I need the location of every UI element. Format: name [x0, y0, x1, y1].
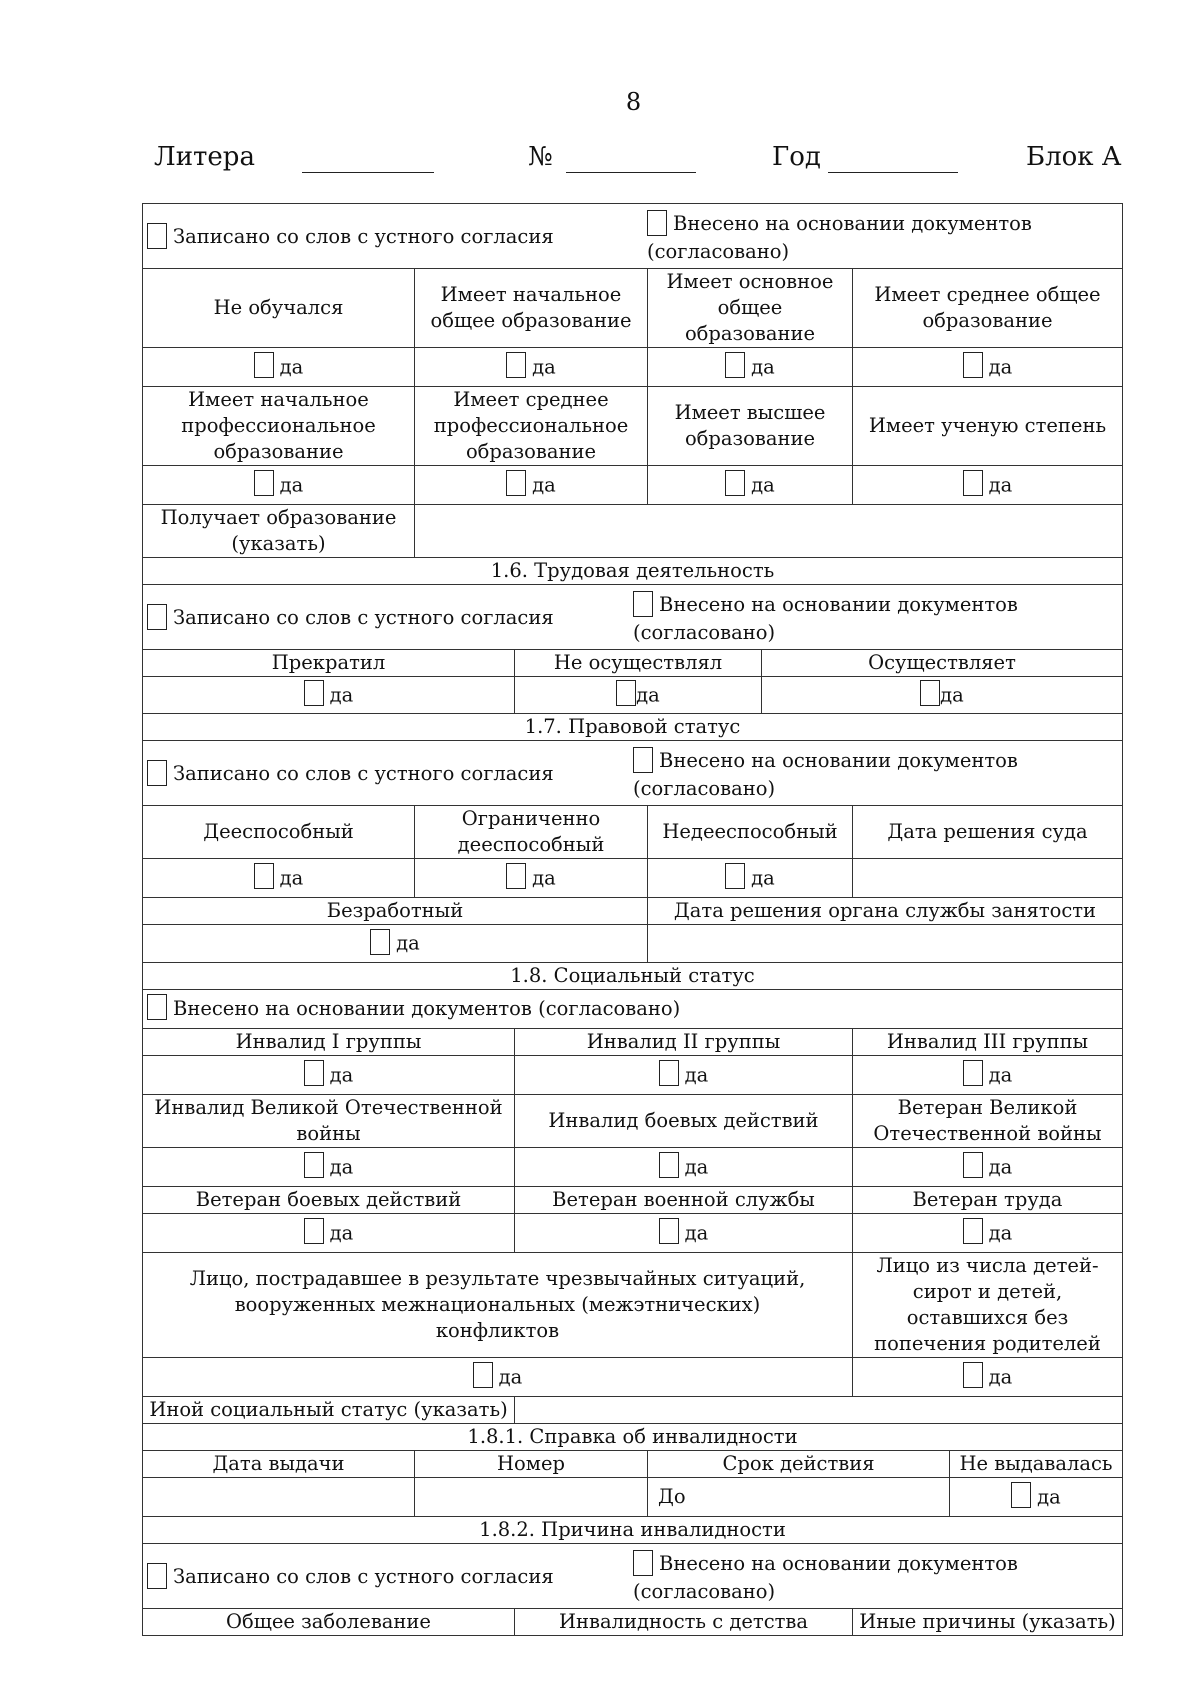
yes-label: да: [498, 1365, 523, 1389]
yes-label: да: [940, 683, 964, 707]
yes-checkbox[interactable]: [659, 1218, 679, 1244]
social-label: Инвалид III группы: [853, 1029, 1123, 1056]
social-label: Ветеран труда: [853, 1187, 1123, 1214]
yes-label: да: [988, 1063, 1013, 1087]
section-title-row: [143, 558, 1123, 585]
cause-col-other: Иные причины (указать): [853, 1609, 1123, 1636]
yes-checkbox[interactable]: [254, 470, 274, 496]
year-field[interactable]: [828, 172, 958, 173]
form-header: [0, 142, 1200, 182]
yes-label: да: [988, 473, 1013, 497]
section-title-row: [143, 1517, 1123, 1544]
legal-check-row: [143, 859, 1123, 898]
yes-label: да: [751, 473, 775, 497]
labor-col-never: Не осуществлял: [515, 650, 762, 677]
docs-consent-checkbox[interactable]: [633, 591, 653, 617]
social-check-row: [143, 1358, 1123, 1397]
studying-field[interactable]: [415, 505, 1123, 558]
labor-header-row: [143, 650, 1123, 677]
yes-checkbox[interactable]: [1011, 1482, 1031, 1508]
education-consent-row: [143, 204, 1123, 269]
cert-col-number: Номер: [415, 1451, 648, 1478]
oral-consent-label: Записано со слов с устного согласия: [173, 225, 554, 248]
oral-consent-label: Записано со слов с устного согласия: [173, 606, 554, 629]
yes-checkbox[interactable]: [473, 1362, 493, 1388]
oral-consent-checkbox[interactable]: [147, 760, 167, 786]
yes-checkbox[interactable]: [370, 929, 390, 955]
litera-field[interactable]: [302, 172, 434, 173]
yes-label: да: [279, 473, 304, 497]
oral-consent-label: Записано со слов с устного согласия: [173, 1565, 554, 1588]
education-label: Не обучался: [143, 269, 415, 348]
oral-consent-checkbox[interactable]: [147, 1563, 167, 1589]
yes-label: да: [751, 355, 775, 379]
education-label: Имеет высшее образование: [648, 387, 853, 466]
other-status-label: Иной социальный статус (указать): [143, 1397, 515, 1424]
yes-checkbox[interactable]: [506, 863, 526, 889]
cert-section-title: 1.8.1. Справка об инвалидности: [143, 1424, 1123, 1451]
yes-checkbox[interactable]: [616, 680, 636, 706]
studying-row: [143, 505, 1123, 558]
social-label: Инвалид Великой Отечественной войны: [143, 1095, 515, 1148]
yes-label: да: [636, 683, 660, 707]
labor-col-active: Осуществляет: [762, 650, 1123, 677]
orphans-label: Лицо из числа детей-сирот и детей, оставшихся без попечения родителей: [853, 1253, 1123, 1358]
labor-check-row: [143, 677, 1123, 714]
social-row: [143, 1187, 1123, 1214]
docs-consent-line2: (согласовано): [647, 240, 790, 263]
cause-section-title: 1.8.2. Причина инвалидности: [143, 1517, 1123, 1544]
cert-header-row: [143, 1451, 1123, 1478]
yes-checkbox[interactable]: [506, 470, 526, 496]
number-field[interactable]: [566, 172, 696, 173]
yes-checkbox[interactable]: [254, 352, 274, 378]
yes-label: да: [988, 1221, 1013, 1245]
yes-label: да: [532, 473, 556, 497]
education-check-row: [143, 466, 1123, 505]
yes-checkbox[interactable]: [920, 680, 940, 706]
labor-col-stopped: Прекратил: [143, 650, 515, 677]
yes-label: да: [329, 683, 354, 707]
yes-label: да: [751, 866, 775, 890]
yes-checkbox[interactable]: [963, 1152, 983, 1178]
social-label: Инвалид боевых действий: [515, 1095, 853, 1148]
yes-checkbox[interactable]: [506, 352, 526, 378]
oral-consent-label: Записано со слов с устного согласия: [173, 762, 554, 785]
education-label: Имеет основное общее образование: [648, 269, 853, 348]
yes-label: да: [279, 866, 304, 890]
oral-consent-checkbox[interactable]: [147, 604, 167, 630]
yes-label: да: [684, 1155, 709, 1179]
docs-consent-checkbox[interactable]: [647, 210, 667, 236]
docs-consent-line1: Внесено на основании документов: [659, 1552, 1018, 1575]
cause-header-row: [143, 1609, 1123, 1636]
cert-col-validity: Срок действия: [648, 1451, 950, 1478]
yes-checkbox[interactable]: [725, 352, 745, 378]
social-check-row: [143, 1148, 1123, 1187]
unemployed-header-row: [143, 898, 1123, 925]
section-title-row: [143, 714, 1123, 741]
other-status-field[interactable]: [515, 1397, 1123, 1424]
block-label: Блок А: [1026, 142, 1122, 172]
legal-col-incapable: Недееспособный: [648, 806, 853, 859]
legal-col-limited: Ограниченно дееспособный: [415, 806, 648, 859]
cause-col-childhood: Инвалидность с детства: [515, 1609, 853, 1636]
yes-checkbox[interactable]: [725, 470, 745, 496]
cert-values-row: [143, 1478, 1123, 1517]
cause-consent-row: [143, 1544, 1123, 1609]
social-check-row: [143, 1214, 1123, 1253]
social-label: Ветеран Великой Отечественной войны: [853, 1095, 1123, 1148]
docs-consent-line1: Внесено на основании документов: [659, 593, 1018, 616]
social-row: [143, 1029, 1123, 1056]
yes-checkbox[interactable]: [963, 470, 983, 496]
yes-checkbox[interactable]: [659, 1060, 679, 1086]
labor-consent-row: [143, 585, 1123, 650]
yes-checkbox[interactable]: [963, 1362, 983, 1388]
yes-label: да: [329, 1155, 354, 1179]
emergency-label: Лицо, пострадавшее в результате чрезвычайных ситуаций, вооруженных межнациональных (межэтнических) конфликтов: [143, 1253, 853, 1358]
legal-header-row: [143, 806, 1123, 859]
oral-consent-checkbox[interactable]: [147, 223, 167, 249]
yes-label: да: [1037, 1485, 1061, 1509]
social-label: Ветеран боевых действий: [143, 1187, 515, 1214]
other-status-row: [143, 1397, 1123, 1424]
cert-col-not-issued: Не выдавалась: [950, 1451, 1123, 1478]
labor-section-title: 1.6. Трудовая деятельность: [143, 558, 1123, 585]
docs-consent-checkbox[interactable]: [633, 747, 653, 773]
yes-label: да: [684, 1063, 709, 1087]
social-consent-row: [143, 990, 1123, 1029]
yes-label: да: [329, 1063, 354, 1087]
yes-checkbox[interactable]: [254, 863, 274, 889]
section-title-row: [143, 963, 1123, 990]
yes-checkbox[interactable]: [963, 352, 983, 378]
education-label: Имеет начальное профессиональное образование: [143, 387, 415, 466]
yes-checkbox[interactable]: [963, 1218, 983, 1244]
docs-consent-label: Внесено на основании документов (согласовано): [173, 996, 681, 1020]
legal-col-court-date: Дата решения суда: [853, 806, 1123, 859]
yes-checkbox[interactable]: [659, 1152, 679, 1178]
yes-checkbox[interactable]: [963, 1060, 983, 1086]
yes-label: да: [988, 355, 1013, 379]
yes-checkbox[interactable]: [304, 680, 324, 706]
yes-label: да: [684, 1221, 709, 1245]
page-number: 8: [625, 88, 642, 116]
social-row: [143, 1253, 1123, 1358]
yes-checkbox[interactable]: [304, 1060, 324, 1086]
court-date-field[interactable]: [853, 859, 1123, 898]
unemployed-label: Безработный: [143, 898, 648, 925]
yes-label: да: [532, 866, 556, 890]
social-check-row: [143, 1056, 1123, 1095]
cause-col-general: Общее заболевание: [143, 1609, 515, 1636]
litera-label: Литера: [154, 142, 255, 172]
yes-checkbox[interactable]: [304, 1152, 324, 1178]
unemployed-check-row: [143, 925, 1123, 963]
social-label: Ветеран военной службы: [515, 1187, 853, 1214]
yes-label: да: [988, 1155, 1013, 1179]
social-label: Инвалид II группы: [515, 1029, 853, 1056]
cert-col-date: Дата выдачи: [143, 1451, 415, 1478]
education-row: [143, 269, 1123, 348]
docs-consent-checkbox[interactable]: [147, 994, 167, 1020]
social-label: Инвалид I группы: [143, 1029, 515, 1056]
legal-consent-row: [143, 741, 1123, 806]
docs-consent-line2: (согласовано): [633, 777, 776, 800]
yes-label: да: [279, 355, 304, 379]
social-row: [143, 1095, 1123, 1148]
education-label: Имеет ученую степень: [853, 387, 1123, 466]
docs-consent-line1: Внесено на основании документов: [673, 212, 1032, 235]
section-title-row: [143, 1424, 1123, 1451]
cert-date-field[interactable]: [143, 1478, 415, 1517]
yes-label: да: [396, 931, 420, 955]
docs-consent-line2: (согласовано): [633, 1580, 776, 1603]
unemployed-date-label: Дата решения органа службы занятости: [648, 898, 1123, 925]
education-check-row: [143, 348, 1123, 387]
cert-number-field[interactable]: [415, 1478, 648, 1517]
education-label: Имеет среднее профессиональное образование: [415, 387, 648, 466]
legal-section-title: 1.7. Правовой статус: [143, 714, 1123, 741]
yes-label: да: [988, 1365, 1013, 1389]
social-section-title: 1.8. Социальный статус: [143, 963, 1123, 990]
yes-label: да: [329, 1221, 354, 1245]
yes-checkbox[interactable]: [304, 1218, 324, 1244]
form-table: [142, 203, 1123, 1636]
until-label: До: [658, 1485, 686, 1508]
docs-consent-line2: (согласовано): [633, 621, 776, 644]
docs-consent-line1: Внесено на основании документов: [659, 749, 1018, 772]
number-label: №: [528, 142, 553, 172]
studying-label: Получает образование (указать): [143, 505, 415, 558]
unemployed-date-field[interactable]: [648, 925, 1123, 963]
legal-col-capable: Дееспособный: [143, 806, 415, 859]
docs-consent-checkbox[interactable]: [633, 1550, 653, 1576]
education-label: Имеет среднее общее образование: [853, 269, 1123, 348]
yes-checkbox[interactable]: [725, 863, 745, 889]
yes-label: да: [532, 355, 556, 379]
year-label: Год: [772, 142, 821, 172]
education-label: Имеет начальное общее образование: [415, 269, 648, 348]
education-row: [143, 387, 1123, 466]
cert-validity-field[interactable]: [648, 1478, 950, 1517]
